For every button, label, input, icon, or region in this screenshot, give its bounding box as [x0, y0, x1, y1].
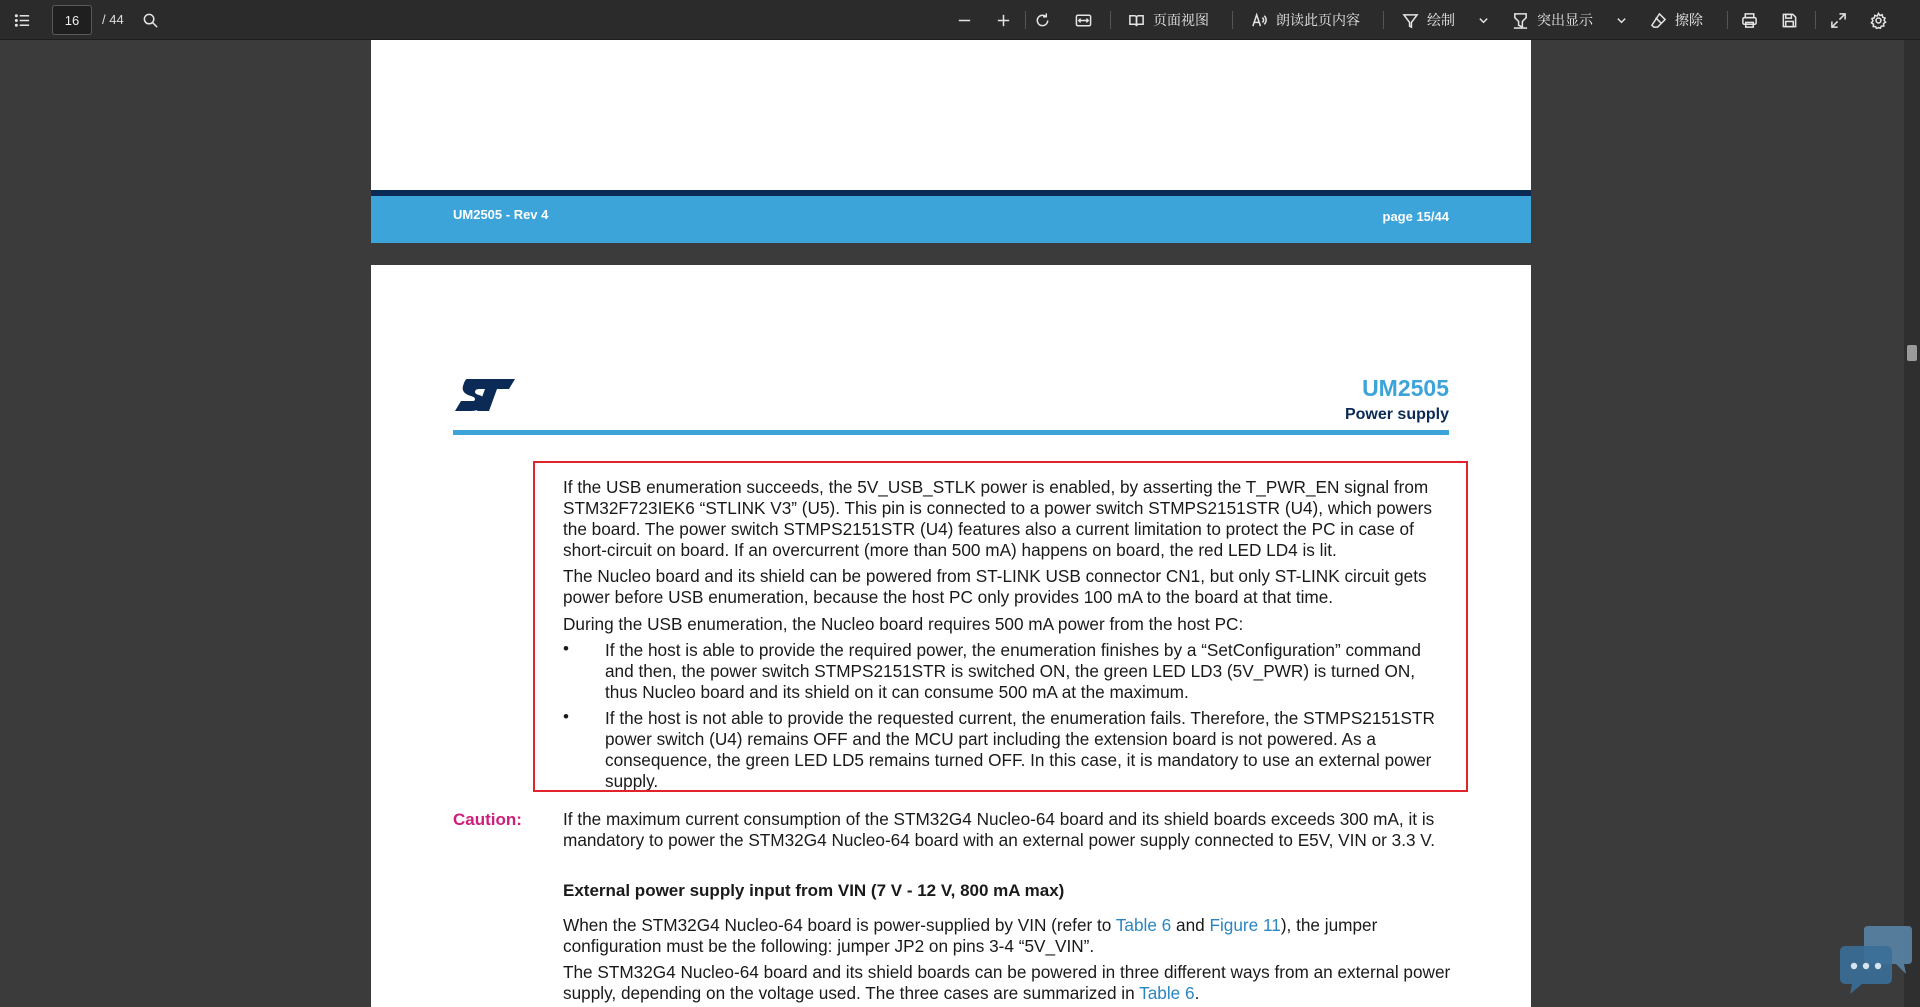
expand-icon: [1830, 12, 1847, 29]
save-icon: [1781, 12, 1798, 29]
vertical-scrollbar[interactable]: [1904, 40, 1920, 1007]
text-run: .: [1194, 983, 1200, 1003]
print-button[interactable]: [1741, 0, 1758, 40]
rotate-icon: [1034, 12, 1051, 29]
bullet-power-ok: If the host is able to provide the required power, the enumeration finishes by a “SetConfiguration” command and then, the power switch STMPS2151STR is switched ON, the green LED LD3 (5V_PWR) is turned ON, thus Nucleo board and its shield on it can consume 500 mA at the maximum.: [605, 640, 1421, 702]
draw-button[interactable]: [1402, 0, 1455, 40]
read-aloud-label: 朗读此页内容: [1276, 12, 1360, 28]
highlighter-icon: [1512, 12, 1529, 29]
text-run: and: [1171, 915, 1210, 935]
search-icon: [142, 12, 159, 29]
text-run: When the STM32G4 Nucleo-64 board is power-supplied by VIN (refer to: [563, 915, 1116, 935]
toolbar-separator: [1025, 11, 1026, 29]
settings-button[interactable]: [1870, 0, 1887, 40]
subheading-vin: External power supply input from VIN (7 V - 12 V, 800 mA max): [563, 881, 1065, 900]
page-footer-band: [371, 190, 1531, 243]
paragraph-usb-enumeration: If the USB enumeration succeeds, the 5V_USB_STLK power is enabled, by asserting the T_PWR_EN signal from STM32F723IEK6 “STLINK V3” (U5). This pin is connected to a power switch STMPS2151STR (U4), which powers the board. The power switch STMPS2151STR (U4) features also a current limitation to protect the PC in case of short-circuit on board. If an overcurrent (more than 500 mA) happens on board, the red LED LD4 is lit.: [563, 477, 1432, 560]
toolbar-separator: [1727, 11, 1728, 29]
caution-text: If the maximum current consumption of the STM32G4 Nucleo-64 board and its shield boards exceeds 300 mA, it is mandatory to power the STM32G4 Nucleo-64 board with an external power supply connected to E5V, VIN or 3.3 V.: [563, 809, 1435, 850]
read-aloud-button[interactable]: [1251, 0, 1360, 40]
bullet-marker: •: [563, 639, 569, 658]
footer-doc-rev: UM2505 - Rev 4: [453, 207, 549, 222]
fullscreen-button[interactable]: [1830, 0, 1847, 40]
erase-button[interactable]: [1650, 0, 1703, 40]
text-run: ), the jumper configuration must be the following: jumper JP2 on pins 3-4 “5V_VIN”.: [563, 915, 1378, 956]
book-icon: [1128, 12, 1145, 29]
read-aloud-icon: [1251, 12, 1268, 29]
document-viewer[interactable]: [0, 40, 1920, 1007]
section-title: Power supply: [1344, 406, 1449, 423]
page-view-label: 页面视图: [1153, 12, 1209, 28]
document-id: UM2505: [1362, 375, 1449, 401]
search-button[interactable]: [142, 0, 159, 40]
bullet-marker: •: [563, 707, 569, 726]
gear-icon: [1870, 12, 1887, 29]
erase-label: 擦除: [1675, 12, 1703, 28]
toolbar-separator: [1815, 11, 1816, 29]
minus-icon: [956, 12, 973, 29]
paragraph-vin-jumper: [563, 915, 1451, 957]
bullet-power-fail: If the host is not able to provide the requested current, the enumeration fails. Therefore, the STMPS2151STR power switch (U4) remains OFF and the MCU part including the extension board is not powered. As a consequence, the green LED LD5 remains turned OFF. In this case, it is mandatory to use an external power supply.: [605, 708, 1435, 791]
fit-width-icon: [1075, 12, 1092, 29]
paragraph-enumeration-requirement: During the USB enumeration, the Nucleo board requires 500 mA power from the host PC:: [563, 614, 1244, 634]
pdf-page-15: [371, 40, 1531, 243]
contents-button[interactable]: [14, 0, 31, 40]
chevron-down-icon: [1616, 15, 1627, 26]
page-view-button[interactable]: [1128, 0, 1209, 40]
list-icon: [14, 12, 31, 29]
toolbar-separator: [1110, 11, 1111, 29]
pdf-toolbar: [0, 0, 1920, 40]
chevron-down-icon: [1478, 15, 1489, 26]
highlight-button[interactable]: [1512, 0, 1593, 40]
pdf-page-16: [371, 265, 1531, 1007]
eraser-icon: [1650, 12, 1667, 29]
link-table-6[interactable]: Table 6: [1115, 915, 1172, 935]
rotate-button[interactable]: [1034, 0, 1051, 40]
fit-width-button[interactable]: [1075, 0, 1092, 40]
link-table-6[interactable]: Table 6: [1139, 983, 1195, 1003]
draw-icon: [1402, 12, 1419, 29]
toolbar-separator: [1383, 11, 1384, 29]
page-total: / 44: [102, 12, 124, 27]
highlight-label: 突出显示: [1537, 12, 1593, 28]
scrollbar-thumb[interactable]: [1907, 345, 1917, 361]
footer-page-number: page 15/44: [1382, 209, 1449, 224]
paragraph-stlink-power: The Nucleo board and its shield can be powered from ST-LINK USB connector CN1, but only ST-LINK circuit gets power before USB enumeration, because the host PC only provides 100 mA to the board at that time.: [563, 566, 1427, 607]
page-number-input[interactable]: [52, 5, 92, 35]
save-button[interactable]: [1781, 0, 1798, 40]
chat-bubble-icon[interactable]: [1838, 920, 1914, 1007]
text-run: The STM32G4 Nucleo-64 board and its shield boards can be powered in three different ways from an external power supply, depending on the voltage used. The three cases are summarized in: [563, 962, 1451, 1003]
draw-options-dropdown[interactable]: [1478, 0, 1489, 40]
paragraph-external-supply: [563, 962, 1451, 1004]
highlight-options-dropdown[interactable]: [1616, 0, 1627, 40]
printer-icon: [1741, 12, 1758, 29]
zoom-in-button[interactable]: [995, 0, 1012, 40]
st-logo: [453, 377, 517, 413]
header-rule: [453, 430, 1449, 435]
plus-icon: [995, 12, 1012, 29]
zoom-out-button[interactable]: [956, 0, 973, 40]
link-figure-11[interactable]: Figure 11: [1209, 915, 1281, 935]
draw-label: 绘制: [1427, 12, 1455, 28]
caution-label: Caution:: [453, 810, 522, 829]
toolbar-separator: [1232, 11, 1233, 29]
